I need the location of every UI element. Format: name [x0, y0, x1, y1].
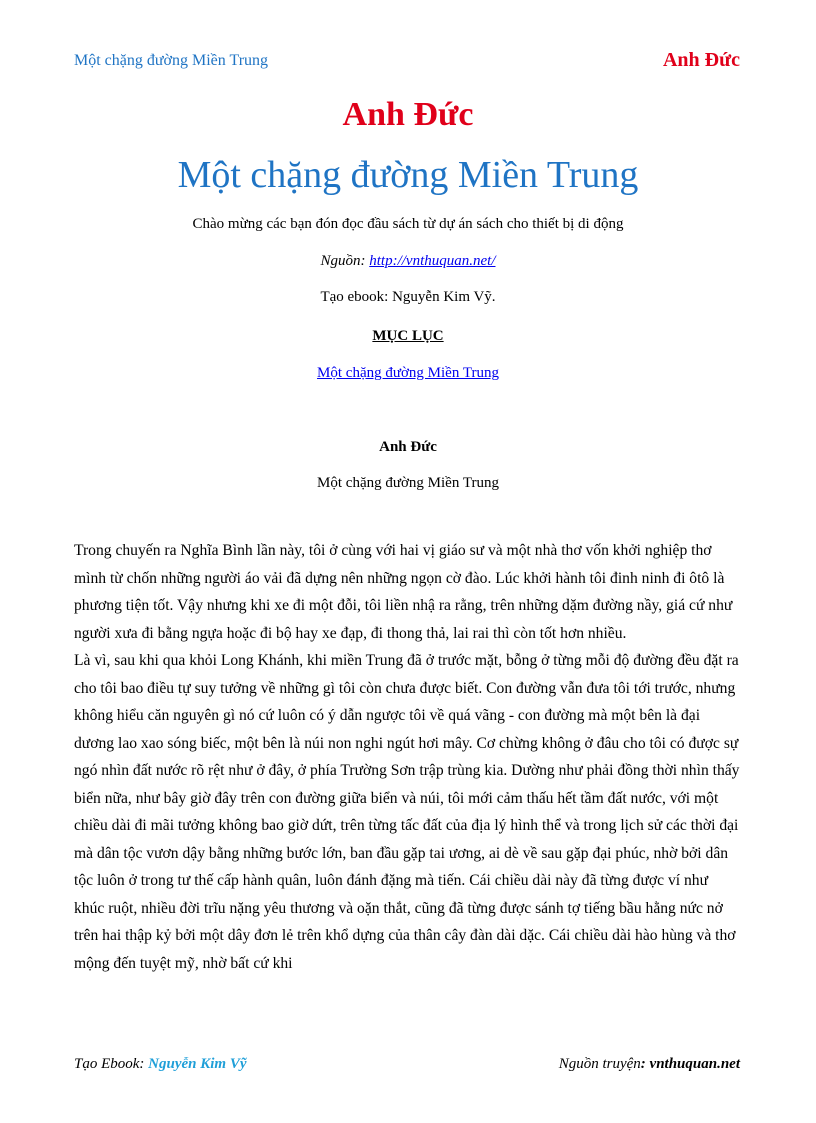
- footer-creator-sep: :: [139, 1056, 149, 1072]
- welcome-text: Chào mừng các bạn đón đọc đầu sách từ dự án sách cho thiết bị di động: [192, 216, 624, 232]
- footer-source: [559, 1056, 740, 1073]
- toc-link-chapter-1[interactable]: Một chặng đường Miền Trung: [317, 365, 499, 381]
- footer-source-label: Nguồn truyện: [558, 1056, 641, 1072]
- toc-heading: MỤC LỤC: [372, 328, 444, 344]
- section-title: Một chặng đường Miền Trung: [317, 475, 499, 491]
- source-label: Nguồn:: [320, 253, 370, 269]
- source-link[interactable]: http://vnthuquan.net/: [369, 253, 496, 269]
- footer-creator-name: Nguyễn Kim Vỹ: [148, 1056, 247, 1072]
- page-book-title: Một chặng đường Miền Trung: [177, 154, 639, 196]
- source-line: [0, 253, 816, 270]
- page-author-title: Anh Đức: [342, 96, 474, 133]
- footer-creator-label: Tạo Ebook: [74, 1056, 140, 1072]
- footer-creator: [74, 1056, 247, 1073]
- footer-source-site: vnthuquan.net: [649, 1056, 740, 1072]
- ebook-creator: Tạo ebook: Nguyễn Kim Vỹ.: [320, 289, 496, 305]
- section-author: Anh Đức: [379, 439, 437, 455]
- story-body: [74, 537, 742, 977]
- header-author: Anh Đức: [662, 49, 740, 71]
- paragraph: Trong chuyến ra Nghĩa Bình lần này, tôi ở cùng với hai vị giáo sư và một nhà thơ vốn khởi nghiệp thơ mình từ chốn những người áo vải đã dựng nên những ngọn cờ đào. Lúc khởi hành tôi đinh ninh đi ôtô là phương tiện tốt. Vậy nhưng khi xe đi một đỗi, tôi liền nhậ ra rằng, trên những dặm đường nầy, giá cứ như người xưa đi bằng ngựa hoặc đi bộ hay xe đạp, đi thong thả, lai rai thì còn tốt hơn nhiều.: [74, 542, 733, 642]
- header-book-title: Một chặng đường Miền Trung: [74, 52, 269, 69]
- paragraph: Là vì, sau khi qua khỏi Long Khánh, khi miền Trung đã ở trước mặt, bỗng ở từng mỗi độ đường đều đặt ra cho tôi bao điều tự suy tưởng về những gì tôi còn chưa được biết. Con đường vẫn đưa tôi tới trước, nhưng không hiểu căn nguyên gì nó cứ luôn có ý dẫn ngược tôi về quá vãng - con đường mà một bên là đại dương lao xao sóng biếc, một bên là núi non nghi ngút hơi mây. Cơ chừng không ở đâu cho tôi có được sự ngó nhìn đất nước rõ rệt như ở đây, ở phía Trường Sơn trập trùng kia. Dường như phải đồng thời nhìn thấy biển nữa, như bây giờ đây trên con đường giữa biển và núi, tôi mới cảm thấu hết tầm đất nước, với một chiều dài đi mãi tưởng không bao giờ dứt, trên từng tấc đất của địa lý hình thể và trong lịch sử các thời đại mà dân tộc vươn dậy bằng những bước lớn, ban đầu gặp tai ương, ai dè về sau gặp đại phúc, nhờ bởi dân tộc luôn ở trong tư thế cấp hành quân, luôn đánh đặng mà tiến. Cái chiều dài này đã từng được ví như khúc ruột, nhiều đời trĩu nặng yêu thương và oặn thắt, cũng đã từng được sánh tợ tiếng bầu hằng nức nở trên hai thập kỷ bởi một dây đơn lẻ trên khổ dựng của thân cây đàn dài dặc. Cái chiều dài hào hùng và thơ mộng đến tuyệt mỹ, nhờ bất cứ khi: [74, 652, 740, 972]
- footer-source-sep: :: [640, 1056, 650, 1072]
